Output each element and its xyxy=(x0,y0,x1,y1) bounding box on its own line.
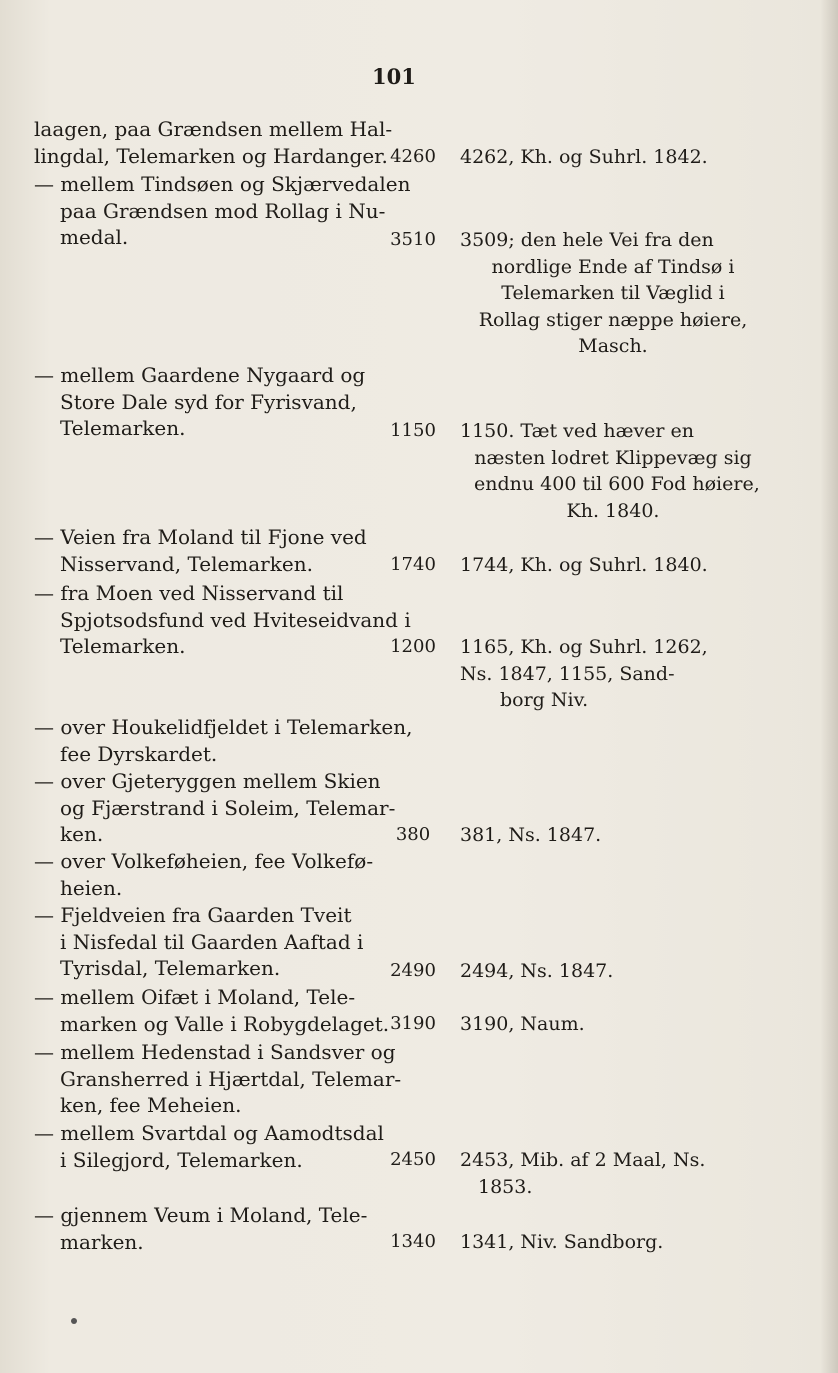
ink-dot xyxy=(71,1318,77,1324)
place-line: heien. xyxy=(60,875,123,900)
source-line: 381, Ns. 1847. xyxy=(460,824,602,846)
source-note xyxy=(460,144,752,171)
source-line: endnu 400 til 600 Fod høiere, xyxy=(474,473,760,495)
source-line: 2494, Ns. 1847. xyxy=(460,960,614,982)
place-description xyxy=(34,1120,384,1173)
place-line: i Silegjord, Telemarken. xyxy=(60,1147,303,1172)
place-description xyxy=(34,1202,368,1255)
place-line: Telemarken. xyxy=(60,416,186,440)
source-note xyxy=(460,418,760,524)
source-note xyxy=(460,1147,752,1200)
page-edge-shadow xyxy=(820,0,838,1373)
place-description xyxy=(34,902,368,982)
place-line: — gjennem Veum i Moland, Tele- xyxy=(34,1203,368,1227)
source-line: 4262, Kh. og Suhrl. 1842. xyxy=(460,146,708,168)
place-line: Nisservand, Telemarken. xyxy=(60,551,313,576)
source-line: 1150. Tæt ved hæver en xyxy=(460,420,695,442)
height-value: 3190 xyxy=(390,1013,436,1034)
place-line: — mellem Svartdal og Aamodtsdal xyxy=(34,1121,384,1145)
place-line: Spjotsodsfund ved Hviteseidvand i xyxy=(60,607,411,632)
source-line: 3509; den hele Vei fra den xyxy=(460,229,714,251)
place-line: paa Grændsen mod Rollag i Nu- xyxy=(60,198,386,223)
source-line: 1744, Kh. og Suhrl. 1840. xyxy=(460,554,708,576)
height-value: 2450 xyxy=(390,1149,436,1170)
place-line: i Nisfedal til Gaarden Aaftad i xyxy=(60,929,364,954)
source-line: borg Niv. xyxy=(500,689,589,711)
place-line: — mellem Gaardene Nygaard og xyxy=(34,363,366,387)
place-line: Store Dale syd for Fyrisvand, xyxy=(60,389,357,414)
place-line: — mellem Hedenstad i Sandsver og xyxy=(34,1040,396,1064)
place-line: — fra Moen ved Nisservand til xyxy=(34,581,344,605)
source-note xyxy=(460,634,752,714)
place-line: marken og Valle i Robygdelaget. xyxy=(60,1011,390,1036)
place-description xyxy=(34,848,374,901)
place-line: lingdal, Telemarken og Hardanger. xyxy=(34,143,388,168)
source-line: nordlige Ende af Tindsø i xyxy=(491,255,735,278)
height-value: 2490 xyxy=(390,960,436,981)
source-line: 3190, Naum. xyxy=(460,1013,585,1035)
source-note xyxy=(460,552,752,579)
source-line: 2453, Mib. af 2 Maal, Ns. xyxy=(460,1149,706,1171)
source-note xyxy=(460,1229,752,1256)
place-line: — over Volkeføheien, fee Volkefø- xyxy=(34,849,374,873)
source-line: Kh. 1840. xyxy=(566,499,660,522)
place-description xyxy=(34,714,413,767)
source-line: næsten lodret Klippevæg sig xyxy=(474,446,752,469)
source-line: Ns. 1847, 1155, Sand- xyxy=(460,662,675,685)
place-line: Telemarken. xyxy=(60,634,186,658)
source-line: Telemarken til Væglid i xyxy=(501,282,725,304)
page-number: 101 xyxy=(372,64,416,89)
height-value: 1340 xyxy=(390,1231,436,1252)
place-description xyxy=(34,984,390,1037)
source-note xyxy=(460,1011,752,1038)
place-line: — Fjeldveien fra Gaarden Tveit xyxy=(34,903,352,927)
place-description xyxy=(34,116,393,169)
place-description xyxy=(34,171,411,251)
source-note xyxy=(460,227,752,360)
place-description xyxy=(34,524,368,577)
place-line: medal. xyxy=(60,225,129,249)
height-value: 1150 xyxy=(390,420,436,441)
place-line: — Veien fra Moland til Fjone ved xyxy=(34,525,367,549)
place-line: marken. xyxy=(60,1229,144,1254)
place-line: ken, fee Meheien. xyxy=(60,1093,242,1117)
place-description xyxy=(34,362,368,442)
height-value: 380 xyxy=(395,824,431,845)
height-value: 4260 xyxy=(390,146,436,167)
source-line: Rollag stiger næppe høiere, xyxy=(478,308,748,331)
source-line: Masch. xyxy=(578,335,648,357)
place-line: — mellem Oifæt i Moland, Tele- xyxy=(34,985,356,1009)
place-line: og Fjærstrand i Soleim, Telemar- xyxy=(60,795,396,820)
source-line: 1853. xyxy=(478,1175,533,1198)
source-note xyxy=(460,822,752,849)
place-description xyxy=(34,1039,402,1119)
place-line: ken. xyxy=(60,822,104,846)
place-line: — over Houkelidfjeldet i Telemarken, xyxy=(34,715,413,739)
height-value: 3510 xyxy=(390,229,436,250)
place-line: — mellem Tindsøen og Skjærvedalen xyxy=(34,172,411,196)
place-line: Tyrisdal, Telemarken. xyxy=(60,956,281,980)
place-line: laagen, paa Grændsen mellem Hal- xyxy=(34,117,393,141)
source-note xyxy=(460,958,752,985)
place-line: Gransherred i Hjærtdal, Telemar- xyxy=(60,1066,402,1091)
height-value: 1200 xyxy=(390,636,436,657)
height-value: 1740 xyxy=(390,554,436,575)
place-description xyxy=(34,580,411,660)
place-line: — over Gjeteryggen mellem Skien xyxy=(34,769,381,793)
place-description xyxy=(34,768,396,848)
source-line: 1165, Kh. og Suhrl. 1262, xyxy=(460,636,708,658)
source-line: 1341, Niv. Sandborg. xyxy=(460,1231,664,1253)
place-line: fee Dyrskardet. xyxy=(60,741,218,766)
